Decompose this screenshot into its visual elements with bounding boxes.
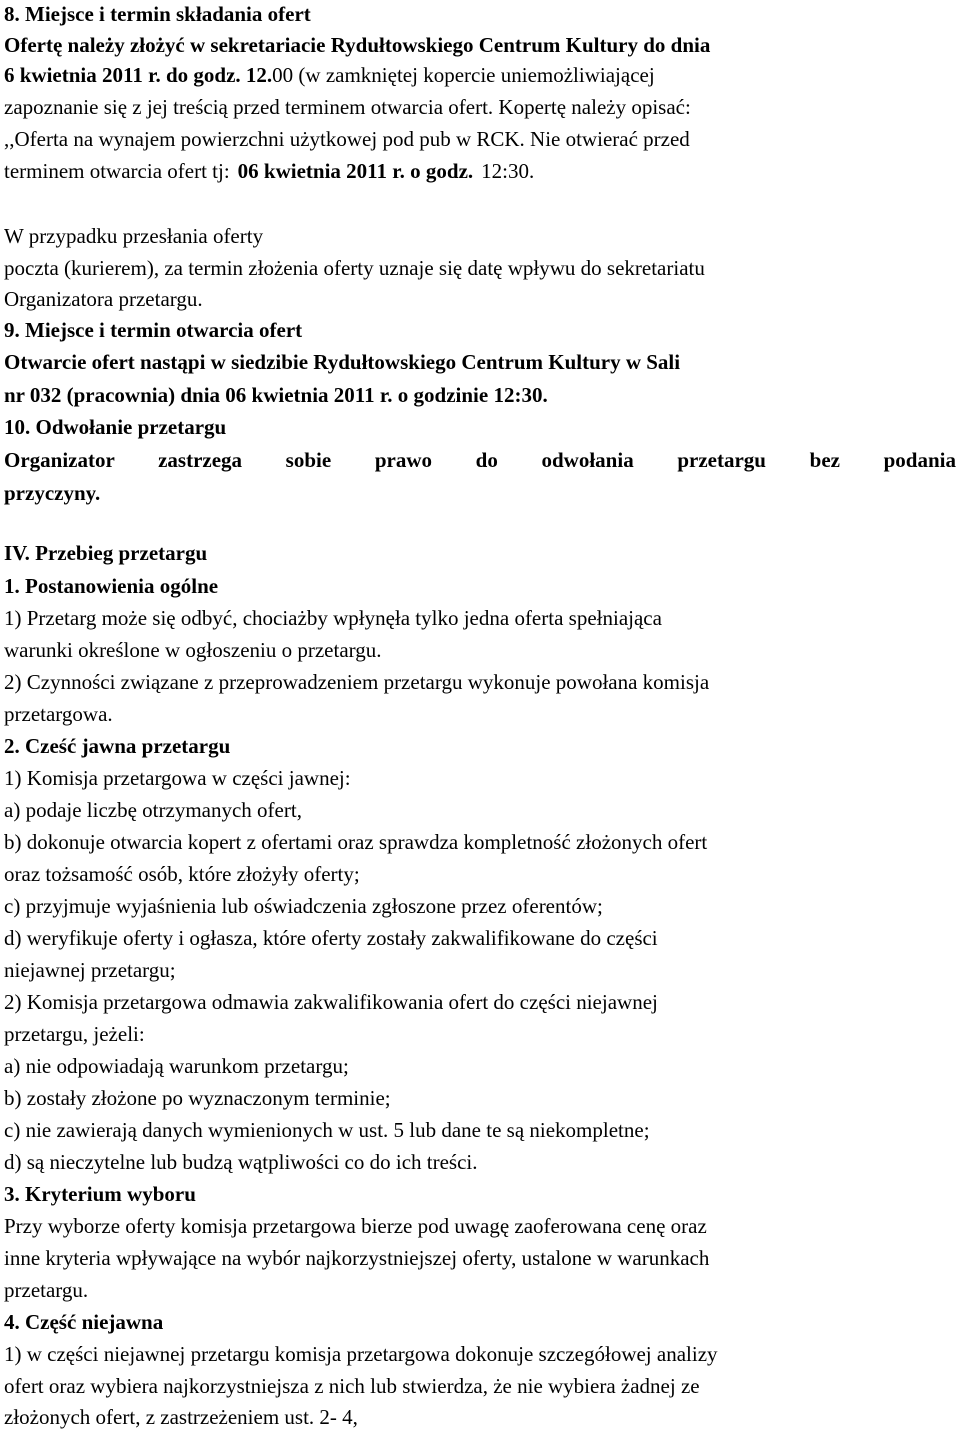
- point-1-line: przetargowa.: [4, 702, 113, 726]
- point-2-line: niejawnej przetargu;: [4, 958, 176, 982]
- point-2-heading: [4, 730, 230, 762]
- point-2-line: b) dokonuje otwarcia kopert z ofertami oraz sprawdza kompletność złożonych ofert: [4, 830, 708, 854]
- point-2-heading-b: jawna przetargu: [81, 734, 231, 758]
- point-4-line: ofert oraz wybiera najkorzystniejsza z nich lub stwierdza, że nie wybiera żadnej ze: [4, 1374, 700, 1398]
- point-2-line: c) nie zawierają danych wymienionych w ust. 5 lub dane te są niekompletne;: [4, 1118, 650, 1142]
- point-1-line: 1) Przetarg może się odbyć, chociażby wpłynęła tylko jedna oferta spełniająca: [4, 606, 662, 630]
- section-9-line-1: Otwarcie ofert nastąpi w siedzibie Rydułtowskiego Centrum Kultury w Sali: [4, 350, 681, 374]
- point-1-heading: 1. Postanowienia ogólne: [4, 574, 219, 598]
- section-8-line-1: Ofertę należy złożyć w sekretariacie Rydułtowskiego Centrum Kultury do dnia: [4, 33, 711, 57]
- point-2-line: a) nie odpowiadają warunkom przetargu;: [4, 1054, 349, 1078]
- point-4-line: 1) w części niejawnej przetargu komisja przetargowa dokonuje szczegółowej analizy: [4, 1342, 718, 1366]
- point-2-line: c) przyjmuje wyjaśnienia lub oświadczenia zgłoszone przez oferentów;: [4, 894, 603, 918]
- point-2-line: 2) Komisja przetargowa odmawia zakwalifikowania ofert do części niejawnej: [4, 990, 658, 1014]
- point-3-heading: 3. Kryterium wyboru: [4, 1182, 196, 1206]
- section-10-line-2: przyczyny.: [4, 481, 101, 505]
- section-8-line-2: [4, 59, 655, 91]
- point-3-line: inne kryteria wpływające na wybór najkorzystniejszej oferty, ustalone w warunkach: [4, 1246, 710, 1270]
- section-8-para-2-line-3: Organizatora przetargu.: [4, 287, 203, 311]
- section-8-para-2-line-2: poczta (kurierem), za termin złożenia oferty uznaje się datę wpływu do sekretariatu: [4, 256, 705, 280]
- part-iv-heading: IV. Przebieg przetargu: [4, 541, 208, 565]
- section-8-line-4: ,,Oferta na wynajem powierzchni użytkowej pod pub w RCK. Nie otwierać przed: [4, 127, 690, 151]
- point-3-line: przetargu.: [4, 1278, 89, 1302]
- point-3-line: Przy wyborze oferty komisja przetargowa bierze pod uwagę zaoferowana cenę oraz: [4, 1214, 707, 1238]
- point-2-heading-a: 2. Cześć: [4, 734, 77, 758]
- point-2-line: d) weryfikuje oferty i ogłasza, które oferty zostały zakwalifikowane do części: [4, 926, 658, 950]
- point-4-heading: [4, 1306, 163, 1338]
- section-8-para-2-line-1: W przypadku przesłania oferty: [4, 224, 264, 248]
- point-2-line: oraz tożsamość osób, które złożyły oferty;: [4, 862, 360, 886]
- section-9-line-2: nr 032 (pracownia) dnia 06 kwietnia 2011 r. o godzinie 12:30.: [4, 383, 548, 407]
- point-2-line: a) podaje liczbę otrzymanych ofert,: [4, 798, 302, 822]
- point-2-line: d) są nieczytelne lub budzą wątpliwości co do ich treści.: [4, 1150, 478, 1174]
- section-8-line-5-c: 12:30.: [481, 159, 535, 183]
- point-2-line: przetargu, jeżeli:: [4, 1022, 145, 1046]
- point-2-line: b) zostały złożone po wyznaczonym terminie;: [4, 1086, 391, 1110]
- section-10-heading: 10. Odwołanie przetargu: [4, 415, 227, 439]
- point-1-line: warunki określone w ogłoszeniu o przetargu.: [4, 638, 382, 662]
- point-2-line: 1) Komisja przetargowa w części jawnej:: [4, 766, 351, 790]
- section-9-heading: 9. Miejsce i termin otwarcia ofert: [4, 318, 303, 342]
- section-8-line-2-rest: 00 (w zamkniętej kopercie uniemożliwiającej: [272, 63, 655, 87]
- section-8-line-5-a: terminem otwarcia ofert tj:: [4, 159, 230, 183]
- section-8-line-5: [4, 155, 534, 187]
- point-4-heading-a: 4. Część: [4, 1310, 77, 1334]
- section-10-line-1: Organizator zastrzega sobie prawo do odwołania przetargu bez podania: [4, 448, 956, 472]
- section-8-line-2-bold: 6 kwietnia 2011 r. do godz. 12.: [4, 63, 273, 87]
- point-4-heading-b: niejawna: [81, 1310, 164, 1334]
- section-8-heading: 8. Miejsce i termin składania ofert: [4, 2, 311, 26]
- section-8-line-5-b: 06 kwietnia 2011 r. o godz.: [237, 159, 474, 183]
- point-4-line: złożonych ofert, z zastrzeżeniem ust. 2- 4,: [4, 1405, 358, 1429]
- point-1-line: 2) Czynności związane z przeprowadzeniem przetargu wykonuje powołana komisja: [4, 670, 710, 694]
- section-8-line-3: zapoznanie się z jej treścią przed terminem otwarcia ofert. Kopertę należy opisać:: [4, 95, 691, 119]
